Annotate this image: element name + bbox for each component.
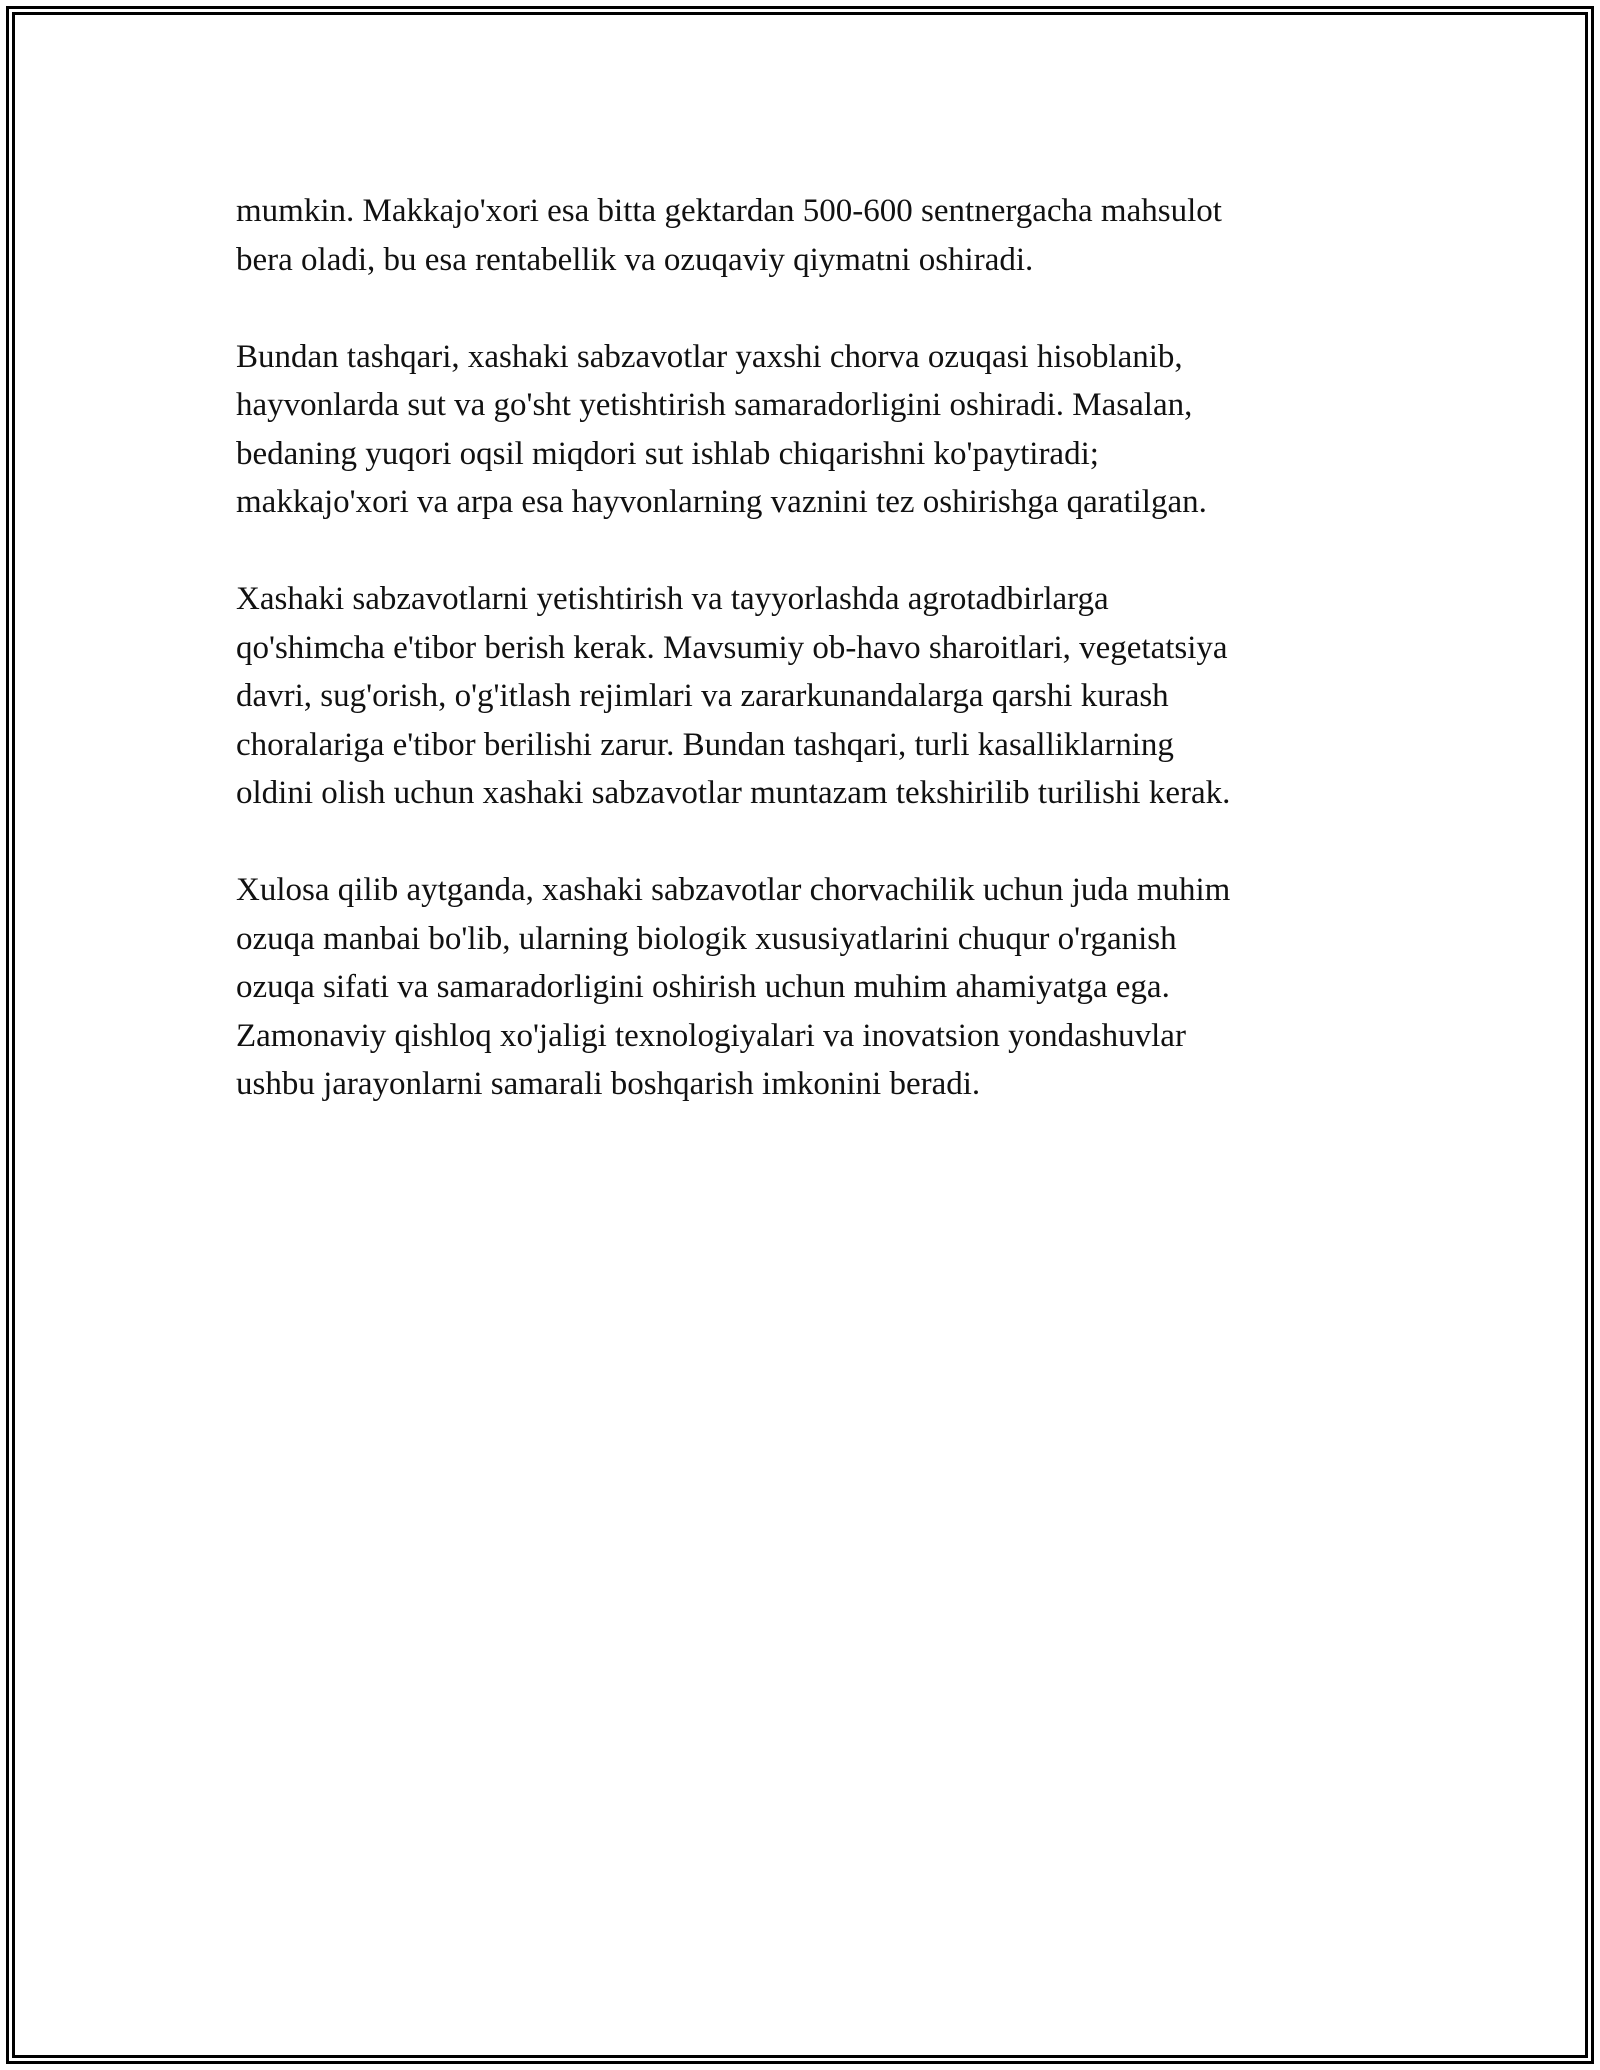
paragraph-2 <box>236 333 1376 527</box>
paragraph-line: mumkin. Makkajo'xori esa bitta gektardan 500-600 sentnergacha mahsulot <box>236 193 1222 229</box>
paragraph-line: Xashaki sabzavotlarni yetishtirish va tayyorlashda agrotadbirlarga <box>236 581 1109 617</box>
paragraph-1 <box>236 187 1376 284</box>
paragraph-4 <box>236 866 1376 1109</box>
paragraph-line: bedaning yuqori oqsil miqdori sut ishlab chiqarishni ko'paytiradi; <box>236 435 1099 472</box>
paragraph-line: hayvonlarda sut va go'sht yetishtirish samaradorligini oshiradi. Masalan, <box>236 387 1193 423</box>
paragraph-line: ozuqa sifati va samaradorligini oshirish uchun muhim ahamiyatga ega. <box>236 969 1170 1005</box>
paragraph-line: davri, sug'orish, o'g'itlash rejimlari va zararkunandalarga qarshi kurash <box>236 678 1169 714</box>
paragraph-line: makkajo'xori va arpa esa hayvonlarning vaznini tez oshirishga qaratilgan. <box>236 484 1207 520</box>
document-body <box>236 187 1376 1157</box>
paragraph-line: ushbu jarayonlarni samarali boshqarish imkonini beradi. <box>236 1066 981 1102</box>
paragraph-line: Bundan tashqari, xashaki sabzavotlar yaxshi chorva ozuqasi hisoblanib, <box>236 338 1183 375</box>
paragraph-line: oldini olish uchun xashaki sabzavotlar muntazam tekshirilib turilishi kerak. <box>236 775 1231 811</box>
paragraph-line: ozuqa manbai bo'lib, ularning biologik xususiyatlarini chuqur o'rganish <box>236 920 1177 957</box>
paragraph-line: Zamonaviy qishloq xo'jaligi texnologiyalari va inovatsion yondashuvlar <box>236 1017 1186 1054</box>
paragraph-line: Xulosa qilib aytganda, xashaki sabzavotlar chorvachilik uchun juda muhim <box>236 872 1231 908</box>
paragraph-line: bera oladi, bu esa rentabellik va ozuqaviy qiymatni oshiradi. <box>236 241 1034 278</box>
paragraph-line: choralariga e'tibor berilishi zarur. Bundan tashqari, turli kasalliklarning <box>236 726 1174 763</box>
paragraph-line: qo'shimcha e'tibor berish kerak. Mavsumiy ob-havo sharoitlari, vegetatsiya <box>236 629 1228 666</box>
paragraph-3 <box>236 575 1376 818</box>
